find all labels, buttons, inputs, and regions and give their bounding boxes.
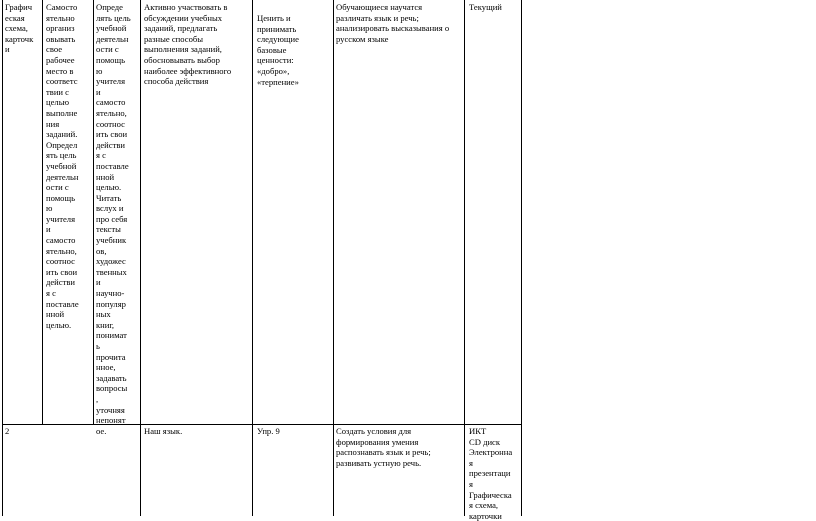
row1-materials-cell: Графич еская схема, карточк и	[5, 2, 34, 55]
row2-goals-cell: Создать условия для формирования умения распознавать язык и речь; развивать устную речь.	[336, 426, 431, 468]
row1-regulatory-cell: Самосто ятельно организ овывать свое рабочее место в соответс твии с целью выполне ния заданий. Определ ять цель учебной деятельн ости с помощь ю учителя и самосто ятельно, соотнос ить свои действи я с поставле нной целью.	[46, 2, 79, 330]
grid-line	[42, 0, 43, 425]
row-divider	[2, 424, 522, 425]
row2-exercise-cell: Упр. 9	[257, 426, 280, 436]
row1-communicative-cell: Активно участвовать в обсуждении учебных заданий, предлагать разные способы выполнения заданий, обосновывать выбор наиболее эффективного способа действия	[144, 2, 232, 87]
grid-line	[140, 0, 141, 516]
row2-lesson-number-cell: 2	[5, 426, 10, 436]
grid-line	[464, 0, 465, 516]
row1-outcomes-cell: Обучающиеся научатся различать язык и речь; анализировать высказывания о русском языке	[336, 2, 450, 44]
grid-line	[2, 0, 3, 516]
grid-line	[333, 0, 334, 516]
grid-line	[252, 0, 253, 516]
row2-lesson-topic-cell: Наш язык.	[144, 426, 183, 436]
row2-materials-cell: ИКТ CD диск Электронна я презентаци я Графическа я схема, карточки	[469, 426, 513, 521]
grid-line	[93, 0, 94, 425]
row1-cognitive-cell: Опреде лять цель учебной деятельн ости с помощь ю учителя и самосто ятельно, соотнос ить свои действи я с поставле нной целью. Читать вслух и про себя тексты учебник ов, художес твенных и научно- популяр ных книг, понимат ь прочита нное, задавать вопросы , уточняя непонят ое.	[96, 2, 131, 436]
row1-personal-cell: Ценить и принимать следующие базовые ценности: «добро», «терпение»	[257, 13, 299, 87]
row1-control-type-cell: Текущий	[469, 2, 502, 12]
grid-line	[521, 0, 522, 516]
